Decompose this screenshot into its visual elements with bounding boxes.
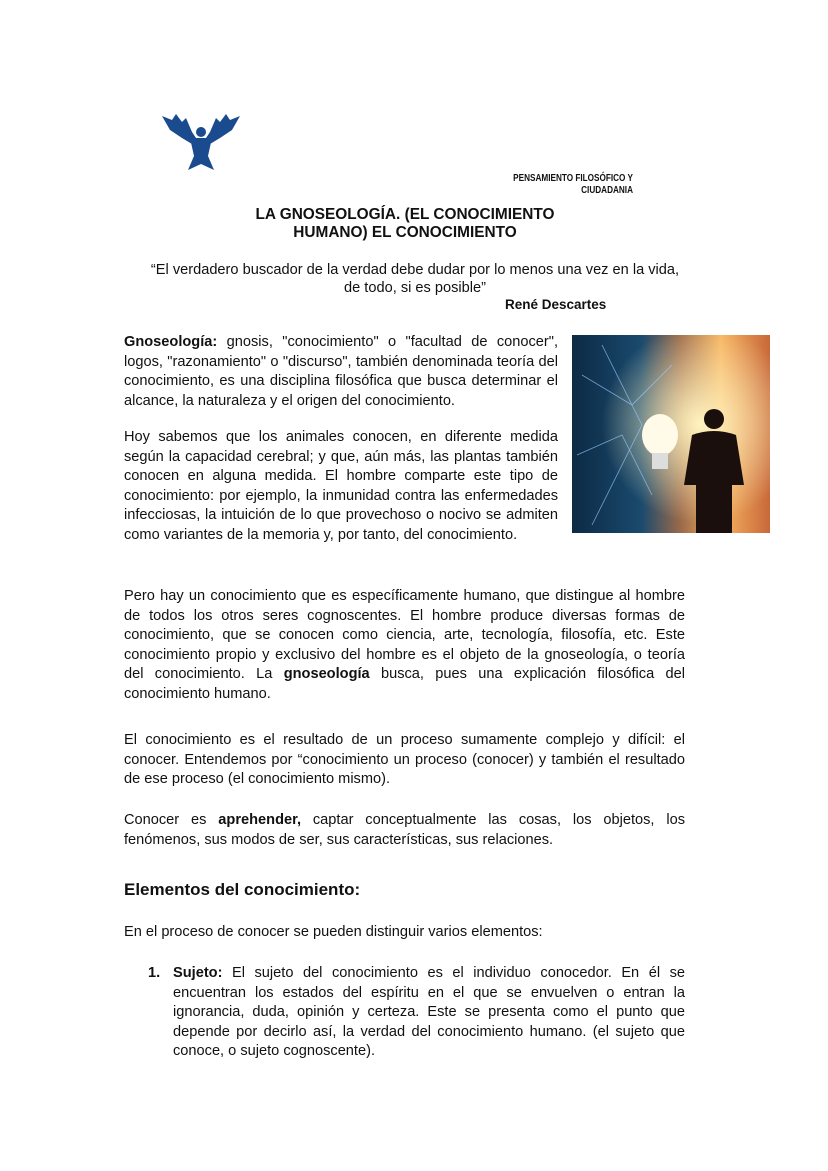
title-line-2: HUMANO) EL CONOCIMIENTO [293, 224, 517, 241]
term-gnoseologia: Gnoseología: [124, 334, 218, 350]
title-line-1: LA GNOSEOLOGÍA. (EL CONOCIMIENTO [255, 206, 555, 223]
paragraph-definition [124, 333, 558, 411]
lightbulb-man-image [572, 335, 770, 533]
course-header: PENSAMIENTO FILOSÓFICO Y CIUDADANIA [513, 172, 633, 196]
definition-text: gnosis, "conocimiento" o "facultad de conocer", logos, "razonamiento" o "discurso", también denominada teoría del conocimiento, es una disciplina filosófica que busca determinar el alcance, la naturaleza y el origen del conocimiento. [124, 334, 558, 409]
section-heading: Elementos del conocimiento: [124, 880, 361, 899]
page-title [200, 206, 610, 242]
paragraph-animals: Hoy sabemos que los animales conocen, en diferente medida según la capacidad cerebral; y que, aún más, las plantas también conocen en alguna medida. El hombre comparte este tipo de conocimiento: por ejemplo, la inmunidad contra las enfermedades infecciosas, la intuición de lo que provechoso o nocivo se admiten como variantes de la memoria y, por tanto, del conocimiento. [124, 429, 558, 543]
list-number: 1. [148, 965, 161, 981]
term-bold: aprehender, [218, 812, 302, 828]
paragraph-aprehender [124, 811, 685, 850]
list-term: Sujeto: [173, 965, 223, 981]
text: Conocer es [124, 812, 219, 828]
text: captar conceptualmente las cosas, los objetos, los fenómenos, sus modos de ser, sus características, sus relaciones. [124, 812, 685, 848]
eagle-logo [162, 110, 240, 174]
list-text: El sujeto del conocimiento es el individuo conocedor. En él se encuentran los estados del espíritu en el que se envuelven o entran la ignorancia, duda, opinión y certeza. Este se presenta como el punto que depende por decirlo así, la verdad del conocimiento humano. (el sujeto que conoce, o sujeto cognoscente). [173, 965, 685, 1060]
list-item-sujeto [148, 964, 685, 1062]
quote-line-1: “El verdadero buscador de la verdad debe dudar por lo menos una vez en la vida, [150, 262, 680, 278]
quote [110, 261, 720, 297]
paragraph-human-knowledge [124, 587, 685, 705]
term-bold: gnoseología [283, 666, 370, 683]
quote-line-2: de todo, si es posible” [344, 280, 486, 296]
text: busca, pues una explicación filosófica del conocimiento humano. [124, 666, 685, 702]
quote-author: René Descartes [505, 297, 607, 312]
image-illustration [572, 335, 770, 533]
text: Pero hay un conocimiento que es específicamente humano, que distingue al hombre de todos los otros seres cognoscentes. El hombre produce diversas formas de conocimiento, que se conocen como ciencia, arte, tecnología, filosofía, etc. Este conocimiento propio y exclusivo del hombre es el objeto de la gnoseología, o teoría del conocimiento. La [124, 588, 685, 683]
paragraph-process: El conocimiento es el resultado de un proceso sumamente complejo y difícil: el conocer. Entendemos por “conocimiento un proceso (conocer) y también el resultado de ese proceso (el conocimiento mismo). [124, 732, 685, 788]
section-intro: En el proceso de conocer se pueden distinguir varios elementos: [124, 924, 543, 940]
